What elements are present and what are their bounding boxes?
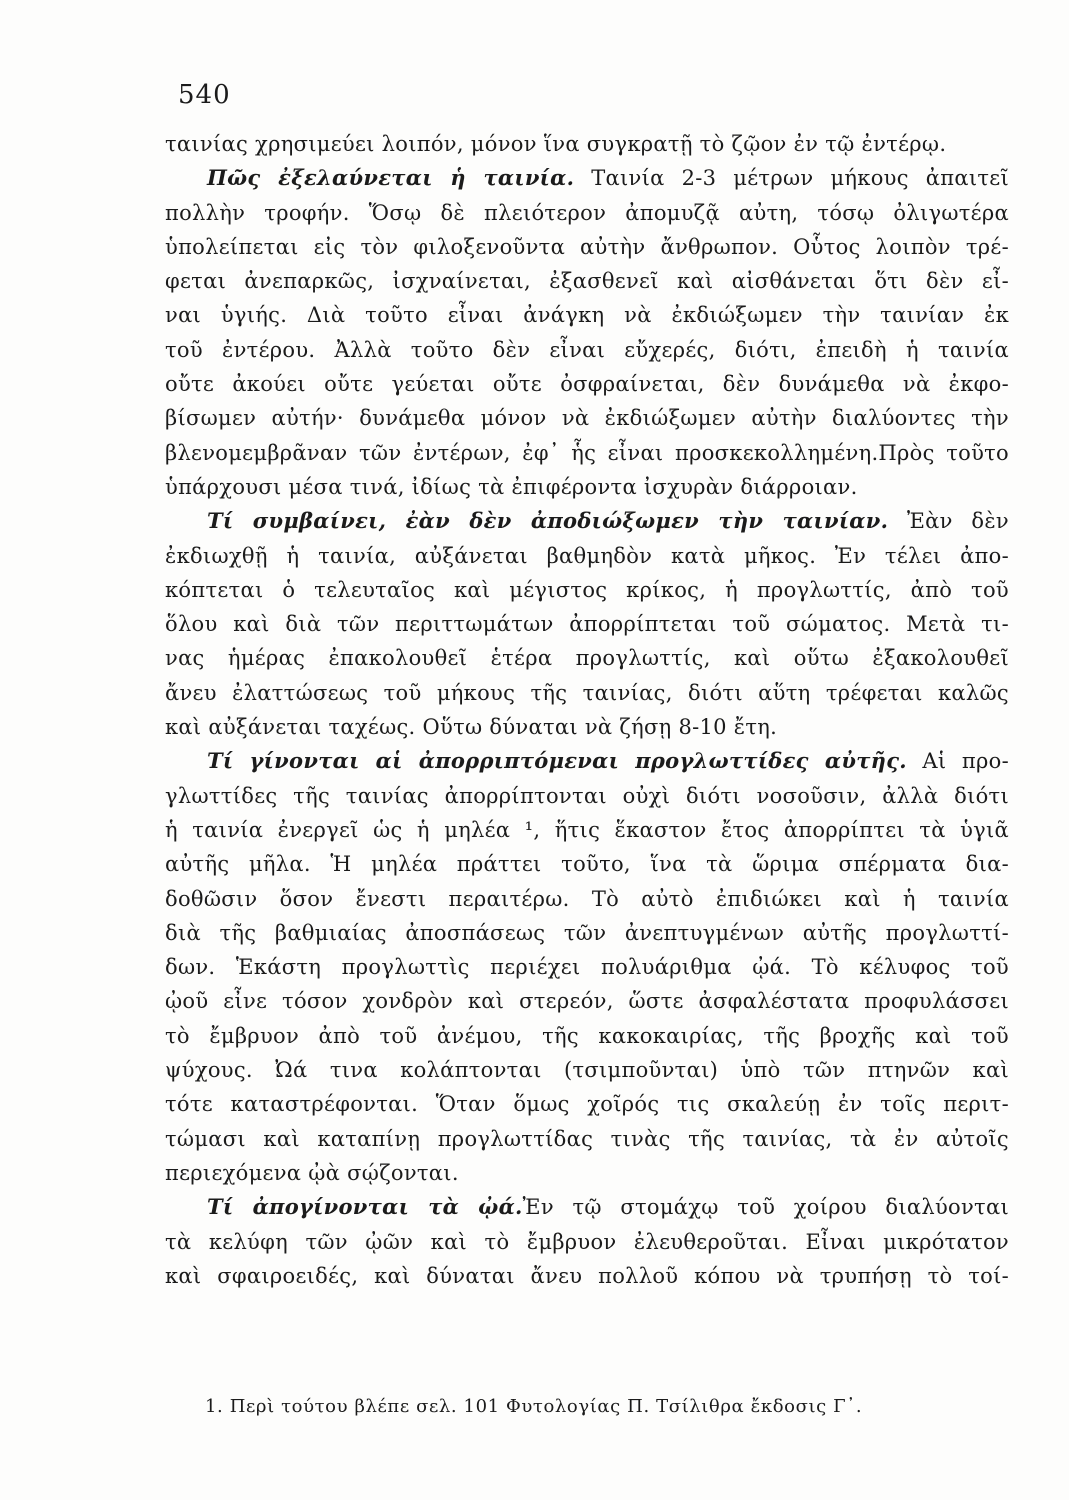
text-line: ἡ ταινία ἐνεργεῖ ὡς ἡ μηλέα ¹, ἥτις ἕκαστον ἔτος ἀπορρίπτει τὰ ὑγιᾶ [165,817,1009,842]
text-line: ναι ὑγιής. Διὰ τοῦτο εἶναι ἀνάγκη νὰ ἐκδιώξωμεν τὴν ταινίαν ἐκ [165,303,1009,328]
text-line: τώμασι καὶ καταπίνῃ προγλωττίδας τινὰς τῆς ταινίας, τὰ ἐν αὐτοῖς [165,1126,1009,1151]
section-text: Ταινία 2-3 μέτρων μήκους ἀπαιτεῖ [574,166,1009,191]
text-line: τὰ κελύφη τῶν ᾠῶν καὶ τὸ ἔμβρυον ἐλευθεροῦται. Εἶναι μικρότατον [165,1229,1009,1254]
text-line: τοῦ ἐντέρου. Ἀλλὰ τοῦτο δὲν εἶναι εὔχερές, διότι, ἐπειδὴ ἡ ταινία [165,337,1009,362]
text-line: τὸ ἔμβρυον ἀπὸ τοῦ ἀνέμου, τῆς κακοκαιρίας, τῆς βροχῆς καὶ τοῦ [165,1023,1009,1048]
page-number: 540 [178,80,231,110]
text-line: πολλὴν τροφήν. Ὅσῳ δὲ πλειότερον ἀπομυζᾷ αὐτη, τόσῳ ὀλιγωτέρα [165,200,1009,225]
text-line: ψύχους. Ὠά τινα κολάπτονται (τσιμποῦνται) ὑπὸ τῶν πτηνῶν καὶ [165,1058,1009,1083]
section-first-line [165,1190,1009,1224]
text-line: διὰ τῆς βαθμιαίας ἀποσπάσεως τῶν ἀνεπτυγμένων αὐτῆς προγλωττί- [165,920,1009,945]
text-line: νας ἡμέρας ἐπακολουθεῖ ἑτέρα προγλωττίς, καὶ οὕτω ἐξακολουθεῖ [165,646,1009,671]
text-line: ταινίας χρησιμεύει λοιπόν, μόνον ἵνα συγκρατῇ τὸ ζῷον ἐν τῷ ἐντέρῳ. [165,132,947,156]
text-line: ὑπάρχουσι μέσα τινά, ἰδίως τὰ ἐπιφέροντα ἰσχυρὰν διάρροιαν. [165,474,858,499]
section-heading: Τί ἀπογίνονται τὰ ᾠά. [207,1194,523,1220]
text-line: οὔτε ἀκούει οὔτε γεύεται οὔτε ὀσφραίνεται, δὲν δυνάμεθα νὰ ἐκφο- [165,372,1009,397]
section-heading: Τί γίνονται αἱ ἀπορριπτόμεναι προγλωττίδες αὐτῆς. [207,748,907,774]
section-text: Αἱ προ- [906,749,1009,774]
text-line: γλωττίδες τῆς ταινίας ἀπορρίπτονται οὐχὶ διότι νοσοῦσιν, ἀλλὰ διότι [165,783,1009,808]
body-text [165,127,1009,1293]
text-line: κόπτεται ὁ τελευταῖος καὶ μέγιστος κρίκος, ἡ προγλωττίς, ἀπὸ τοῦ [165,577,1009,602]
text-line: δοθῶσιν ὅσον ἔνεστι περαιτέρω. Τὸ αὐτὸ ἐπιδιώκει καὶ ἡ ταινία [165,886,1009,911]
text-line: αὐτῆς μῆλα. Ἡ μηλέα πράττει τοῦτο, ἵνα τὰ ὥριμα σπέρματα δια- [165,852,1009,877]
text-line: ἄνευ ἐλαττώσεως τοῦ μήκους τῆς ταινίας, διότι αὕτη τρέφεται καλῶς [165,680,1009,705]
text-line: ὅλου καὶ διὰ τῶν περιττωμάτων ἀπορρίπτεται τοῦ σώματος. Μετὰ τι- [165,612,1009,637]
section-heading: Πῶς ἐξελαύνεται ἡ ταινία. [207,165,575,191]
text-line: περιεχόμενα ᾠὰ σῴζονται. [165,1160,459,1185]
text-line: βίσωμεν αὐτήν· δυνάμεθα μόνον νὰ ἐκδιώξωμεν αὐτὴν διαλύοντες τὴν [165,406,1009,431]
text-line: καὶ σφαιροειδές, καὶ δύναται ἄνευ πολλοῦ κόπου νὰ τρυπήσῃ τὸ τοί- [165,1263,1009,1288]
section-text: Ἐὰν δὲν [888,509,1009,534]
footnote: 1. Περὶ τούτου βλέπε σελ. 101 Φυτολογίας Π. Τσίλιθρα ἔκδοσις Γ᾽. [205,1396,863,1417]
text-line: καὶ αὐξάνεται ταχέως. Οὕτω δύναται νὰ ζήσῃ 8-10 ἔτη. [165,715,778,740]
text-line: δων. Ἑκάστη προγλωττὶς περιέχει πολυάριθμα ᾠά. Τὸ κέλυφος τοῦ [165,955,1009,980]
text-line: ἐκδιωχθῇ ἡ ταινία, αὐξάνεται βαθμηδὸν κατὰ μῆκος. Ἐν τέλει ἀπο- [165,543,1009,568]
section-heading: Τί συμβαίνει, ἐὰν δὲν ἀποδιώξωμεν τὴν ταινίαν. [207,508,889,534]
text-line: τότε καταστρέφονται. Ὅταν ὅμως χοῖρός τις σκαλεύῃ ἐν τοῖς περιτ- [165,1092,1009,1117]
section-first-line [165,504,1009,538]
section-first-line [165,161,1009,195]
section-text: Ἐν τῷ στομάχῳ τοῦ χοίρου διαλύονται [522,1195,1009,1220]
text-line: βλενομεμβρᾶναν τῶν ἐντέρων, ἐφ᾽ ἧς εἶναι προσκεκολλημένη.Πρὸς τοῦτο [165,440,1009,465]
section-first-line [165,744,1009,778]
text-line: φεται ἀνεπαρκῶς, ἰσχναίνεται, ἐξασθενεῖ καὶ αἰσθάνεται ὅτι δὲν εἶ- [165,269,1009,294]
text-line: ὑπολείπεται εἰς τὸν φιλοξενοῦντα αὐτὴν ἄνθρωπον. Οὗτος λοιπὸν τρέ- [165,234,1009,259]
text-line: ᾠοῦ εἶνε τόσον χονδρὸν καὶ στερεόν, ὥστε ἀσφαλέστατα προφυλάσσει [165,989,1009,1014]
